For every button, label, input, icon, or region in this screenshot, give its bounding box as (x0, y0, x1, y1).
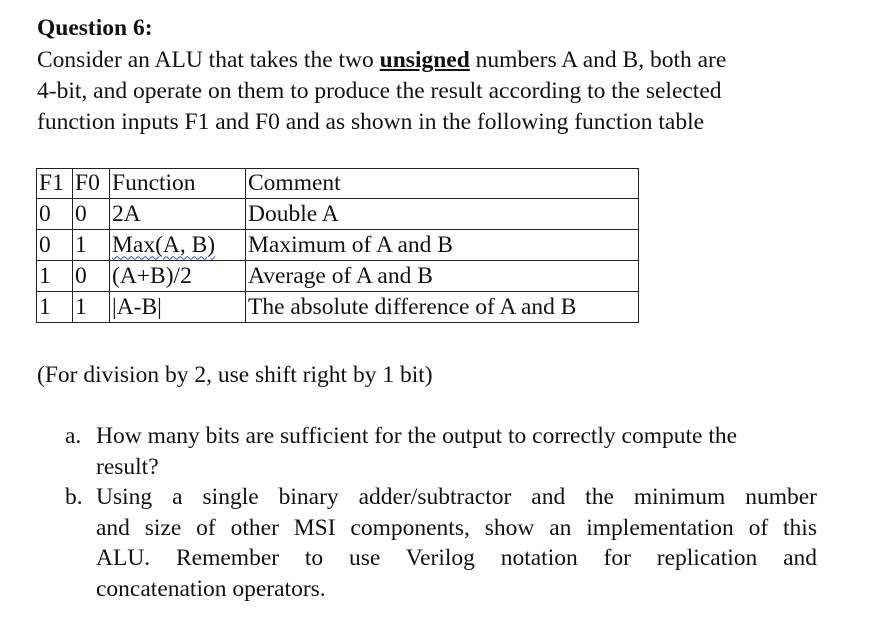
cell-function: 2A (110, 199, 246, 230)
function-table (36, 168, 639, 323)
intro-line-3: function inputs F1 and F0 and as shown in the following function table (37, 109, 705, 135)
part-b-marker: b. (65, 484, 83, 510)
intro-line-1-before: Consider an ALU that takes the two (37, 47, 380, 73)
cell-comment: The absolute difference of A and B (246, 292, 639, 323)
cell-f1: 0 (37, 199, 73, 230)
cell-f1: 1 (37, 261, 73, 292)
part-b-line-1: Using a single binary adder/subtractor and the minimum number (96, 484, 817, 510)
cell-f0: 0 (73, 261, 110, 292)
part-a-marker: a. (65, 423, 82, 449)
cell-f1: 0 (37, 230, 73, 261)
intro-line-1-after: numbers A and B, both are (469, 47, 727, 73)
part-b-line-4: concatenation operators. (96, 575, 326, 602)
table-row (37, 292, 639, 323)
header-f1: F1 (37, 169, 73, 199)
part-b-line-2: and size of other MSI components, show an implementation of this (96, 514, 817, 541)
table-row (37, 230, 639, 261)
intro-line-1 (37, 45, 827, 76)
part-a-line-2: result? (96, 453, 159, 480)
cell-function: |A-B| (110, 292, 246, 323)
table-row (37, 261, 639, 292)
part-b-text (96, 482, 817, 604)
question-intro (37, 45, 827, 138)
cell-comment: Double A (246, 199, 639, 230)
header-function: Function (110, 169, 246, 199)
cell-comment: Average of A and B (246, 261, 639, 292)
part-a-line-1: How many bits are sufficient for the output to correctly compute the (96, 423, 738, 449)
header-comment: Comment (246, 169, 639, 199)
header-f0: F0 (73, 169, 110, 199)
question-title: Question 6: (37, 15, 153, 41)
table-row (37, 199, 639, 230)
question-parts (65, 421, 817, 604)
cell-function (110, 230, 246, 261)
cell-f0: 1 (73, 292, 110, 323)
division-note: (For division by 2, use shift right by 1 bit) (37, 362, 433, 388)
intro-line-2: 4-bit, and operate on them to produce the result according to the selected (37, 78, 722, 104)
part-a-text (96, 421, 817, 482)
function-table-header-row (37, 169, 639, 199)
part-a (65, 421, 817, 482)
cell-f0: 1 (73, 230, 110, 261)
cell-f0: 0 (73, 199, 110, 230)
spellcheck-underlined-text: Max(A, B) (112, 231, 216, 258)
cell-f1: 1 (37, 292, 73, 323)
part-b (65, 482, 817, 604)
unsigned-emphasis: unsigned (379, 47, 470, 73)
cell-function: (A+B)/2 (110, 261, 246, 292)
part-b-line-3: ALU. Remember to use Verilog notation for replication and (96, 545, 817, 571)
cell-comment: Maximum of A and B (246, 230, 639, 261)
